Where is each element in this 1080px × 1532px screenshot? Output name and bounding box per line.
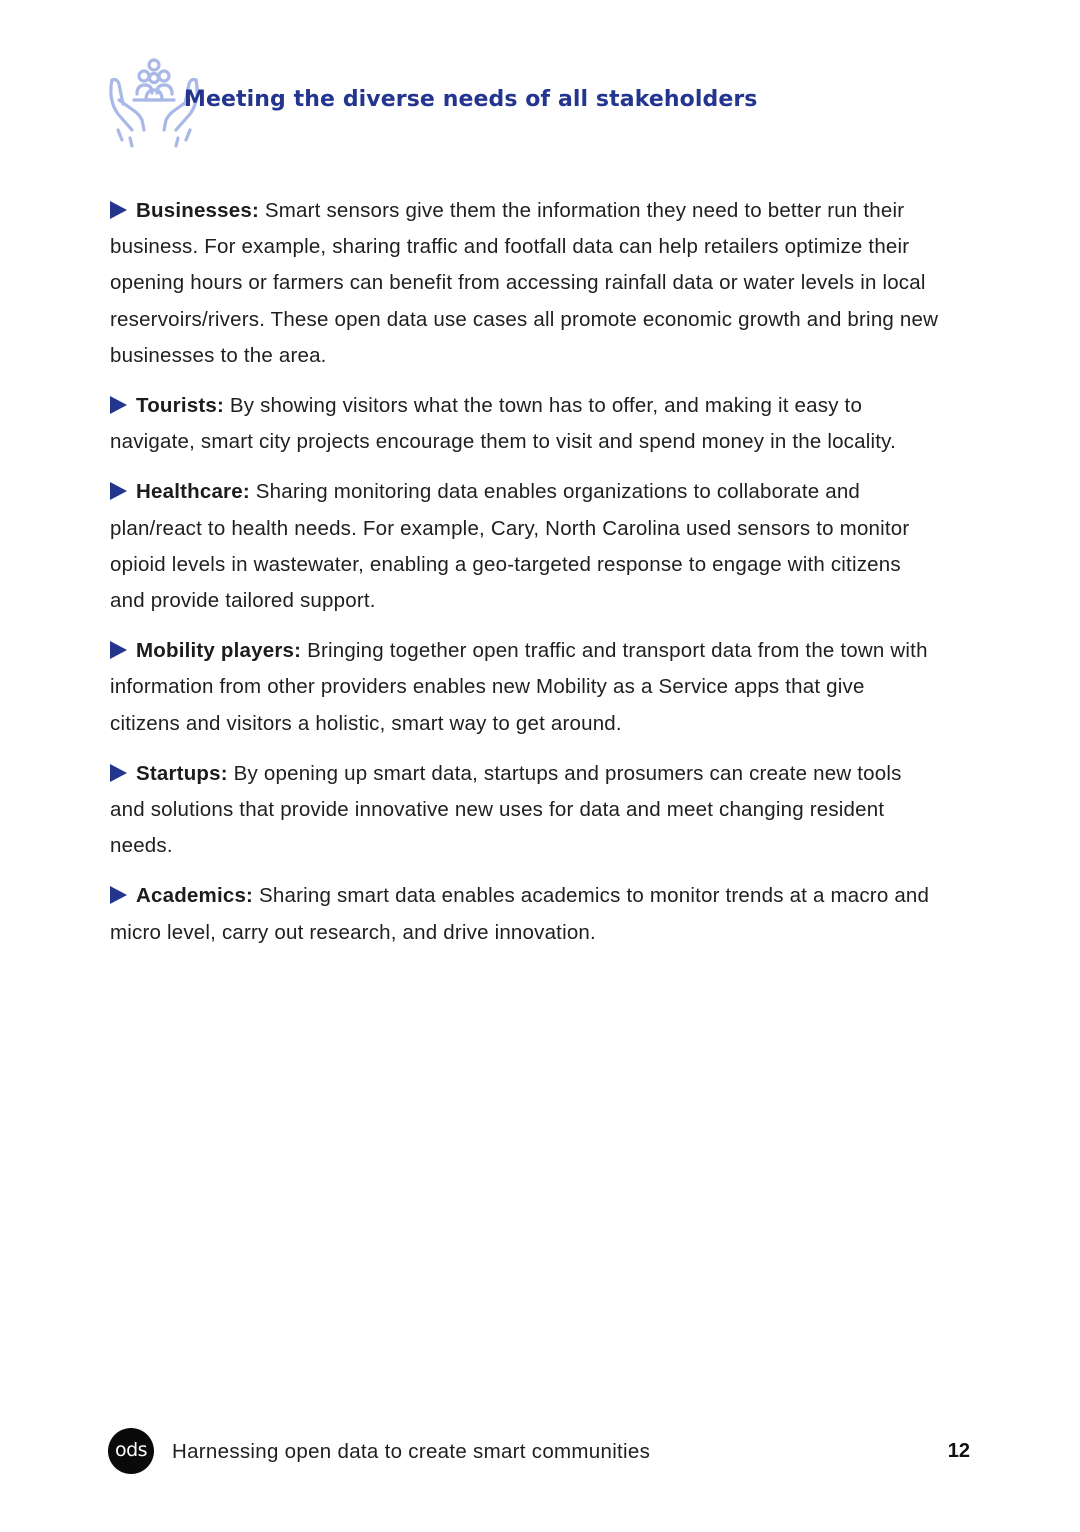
item-label: Mobility players: [136, 639, 302, 663]
play-arrow-icon [110, 764, 127, 782]
list-item [110, 388, 940, 460]
play-arrow-icon [110, 201, 127, 219]
item-text: Smart sensors give them the information they need to better run their business. For example, sharing traffic and footfall data can help retailers optimize their opening hours or farmers can benefit from accessing rainfall data or water levels in local reservoirs/rivers. These open data use cases all promote economic growth and bring new businesses to the area. [110, 199, 939, 367]
item-label: Healthcare: [136, 480, 250, 504]
page-header [104, 56, 804, 156]
ods-logo: ods [108, 1428, 154, 1474]
list-item [110, 474, 940, 619]
item-text: By showing visitors what the town has to offer, and making it easy to navigate, smart city projects encourage them to visit and spend money in the locality. [110, 394, 896, 454]
item-text: Sharing monitoring data enables organizations to collaborate and plan/react to health needs. For example, Cary, North Carolina used sensors to monitor opioid levels in wastewater, enabling a geo-targeted response to engage with citizens and provide tailored support. [110, 480, 910, 613]
play-arrow-icon [110, 396, 127, 414]
footer-title: Harnessing open data to create smart communities [172, 1440, 651, 1463]
item-label: Tourists: [136, 394, 224, 418]
page-title: Meeting the diverse needs of all stakeholders [184, 87, 758, 112]
list-item [110, 193, 940, 374]
list-item [110, 878, 940, 950]
item-label: Startups: [136, 761, 228, 785]
item-text: Bringing together open traffic and transport data from the town with information from other providers enables new Mobility as a Service apps that give citizens and visitors a holistic, smart way to get around. [110, 639, 928, 735]
play-arrow-icon [110, 641, 127, 659]
item-label: Businesses: [136, 199, 259, 222]
play-arrow-icon [110, 482, 127, 500]
stakeholder-list [110, 193, 940, 965]
play-arrow-icon [110, 886, 127, 904]
item-text: Sharing smart data enables academics to monitor trends at a macro and micro level, carry out research, and drive innovation. [110, 884, 930, 944]
list-item [110, 756, 940, 865]
page-footer [108, 1428, 974, 1478]
list-item [110, 633, 940, 742]
item-label: Academics: [136, 884, 254, 908]
page-number: 12 [947, 1440, 970, 1462]
item-text: By opening up smart data, startups and prosumers can create new tools and solutions that provide innovative new uses for data and meet changing resident needs. [110, 761, 902, 858]
